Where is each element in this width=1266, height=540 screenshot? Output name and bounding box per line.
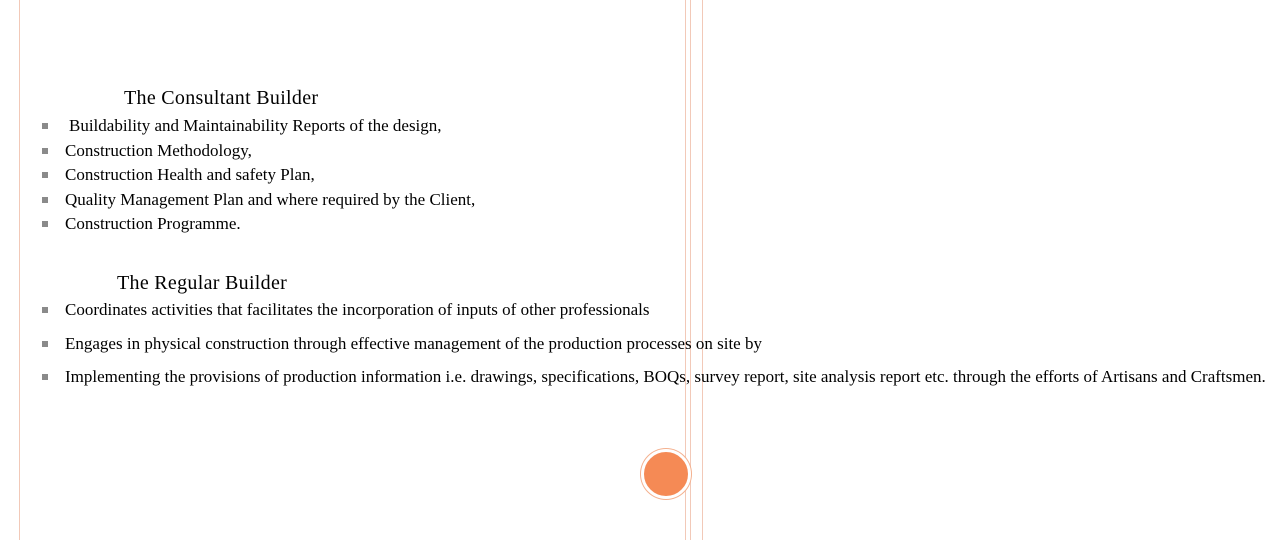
square-bullet-icon xyxy=(42,221,48,227)
regular-builder-list xyxy=(0,298,1266,399)
regular-builder-heading: The Regular Builder xyxy=(117,272,288,294)
list-item: Construction Health and safety Plan, xyxy=(0,163,640,188)
consultant-builder-list xyxy=(0,114,640,237)
consultant-builder-heading: The Consultant Builder xyxy=(124,87,319,109)
list-item: Quality Management Plan and where required by the Client, xyxy=(0,188,640,213)
square-bullet-icon xyxy=(42,148,48,154)
square-bullet-icon xyxy=(42,374,48,380)
list-item: Coordinates activities that facilitates the incorporation of inputs of other professionals xyxy=(0,298,640,323)
list-item: Buildability and Maintainability Reports of the design, xyxy=(0,114,640,139)
list-item: Engages in physical construction through effective management of the production processes on site by xyxy=(0,332,640,357)
slide-frame xyxy=(19,0,686,540)
square-bullet-icon xyxy=(42,341,48,347)
list-item: Construction Programme. xyxy=(0,212,640,237)
square-bullet-icon xyxy=(42,307,48,313)
square-bullet-icon xyxy=(42,123,48,129)
square-bullet-icon xyxy=(42,197,48,203)
list-item: Implementing the provisions of production information i.e. drawings, specifications, BOQs, survey report, site analysis report etc. through the efforts of Artisans and Craftsmen. xyxy=(0,365,640,390)
accent-circle xyxy=(641,449,691,499)
slide-side-rail xyxy=(690,0,703,540)
square-bullet-icon xyxy=(42,172,48,178)
list-item: Construction Methodology, xyxy=(0,139,640,164)
